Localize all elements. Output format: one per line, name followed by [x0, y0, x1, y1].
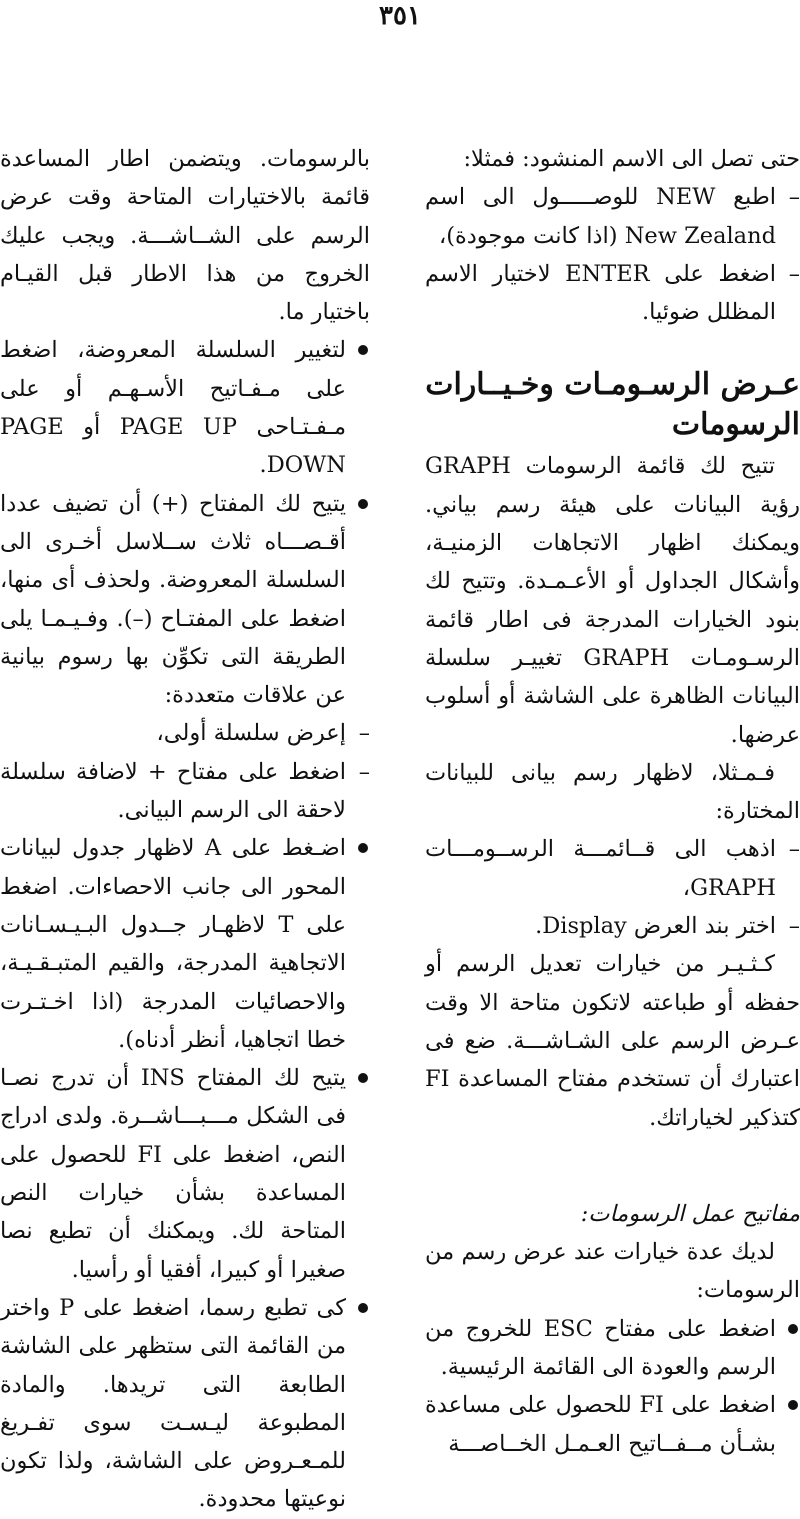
- section-heading: عـرض الرسـومـات وخـيــارات الرسومات: [425, 367, 800, 443]
- bullet-icon: [788, 1324, 798, 1334]
- bullet-icon: [358, 345, 368, 355]
- paragraph: بالرسومات. ويتضمن اطار المساعدة قائمة بالاختيارات المتاحة وقت عرض الرسم على الشــاشـــة. ويجب عليك الخروج من هذا الاطار قبل القيـام باختيار ما.: [0, 146, 370, 326]
- bullet-icon: [358, 499, 368, 509]
- bullet-icon: [358, 1073, 368, 1083]
- list-item-text: اضغط على FI للحصول على مساعدة بشـأن مــفــاتيح العـمـل الخــاصـــة: [425, 1392, 776, 1457]
- list-item-text: لتغيير السلسلة المعروضة، اضغط على مـفـاتيح الأسـهـم أو على مـفـتـاحى PAGE UP أو PAGE DOWN.: [0, 337, 346, 479]
- list-item: [0, 1059, 370, 1289]
- list-item: – اضغط على مفتاح + لاضافة سلسلة لاحقة الى الرسم البيانى.: [0, 753, 370, 830]
- list-item: [425, 1310, 800, 1387]
- list-item: [0, 485, 370, 715]
- list-item: [0, 1289, 370, 1519]
- list-item-text: يتيح لك المفتاح INS أن تدرج نصـا فى الشكل مـــبـــاشــرة. ولدى ادراج النص، اضغط على FI للحصول على المساعدة بشأن خيارات النص المتاحة لك. ويمكنك أن تطبع نصا صغيرا أو كبيرا، أفقيا أو رأسيا.: [0, 1065, 346, 1283]
- list-item: – اذهب الى قــائمـــة الرســومـــات GRAPH،: [425, 830, 800, 907]
- list-item: [425, 1386, 800, 1463]
- display-steps-list: [425, 830, 800, 945]
- page-number: ٣٥١: [379, 1, 421, 31]
- bullet-icon: [358, 843, 368, 853]
- list-item: [0, 829, 370, 1059]
- bullet-icon: [788, 1400, 798, 1410]
- left-column: [0, 140, 370, 1519]
- list-item-text: يتيح لك المفتاح (+) أن تضيف عددا أقـصـــاه ثلاث ســلاسل أخـرى الى السلسلة المعروضة. ولحذف أى منها، اضغط على المفتـاح (–). وفـيـمـا يلى الطريقة التى تكوِّن بها رسوم بيانية عن علاقات متعددة:: [0, 490, 346, 709]
- right-column: [425, 140, 800, 1463]
- bullet-icon: [358, 1303, 368, 1313]
- paragraph: تتيح لك قائمة الرسومات GRAPH رؤية البيانات على هيئة رسم بياني. ويمكنك اظهار الاتجاهات الزمنيـة، وأشكال الجداول أو الأعـمـدة. وتتيح لك بنود الخيارات المدرجة فى اطار قائمة الرسـومـات GRAPH تغييـر سلسلة البيانات الظاهرة على الشاشة أو أسلوب عرضها.: [425, 453, 800, 748]
- intro-text: حتى تصل الى الاسم المنشود: فمثلا:: [463, 146, 800, 172]
- bullet-list: [0, 829, 370, 1518]
- list-item-text: كى تطبع رسما، اضغط على P واختر من القائمة التى ستظهر على الشاشة الطابعة التى تريدها. والمادة المطبوعة ليـسـت سوى تفـريغ للمـعـروض على الشاشة، ولذا تكون نوعيتها محدودة.: [0, 1294, 346, 1513]
- list-item: – إعرض سلسلة أولى،: [0, 714, 370, 752]
- list-item-text: اضغط على مفتاح ESC للخروج من الرسم والعودة الى القائمة الرئيسية.: [425, 1315, 776, 1381]
- list-item: – اختر بند العرض Display.: [425, 907, 800, 945]
- bullet-list: [0, 331, 370, 714]
- graph-keys-list: [425, 1310, 800, 1463]
- list-item: [0, 331, 370, 484]
- intro-steps-list: [425, 178, 800, 331]
- list-item: – اضغط على ENTER لاختيار الاسم المظلل ضوئيا.: [425, 255, 800, 332]
- paragraph: كـثـيـر من خيارات تعديل الرسم أو حفظه أو طباعته لاتكون متاحة الا وقت عـرض الرسم على الشـاشـــة. ضع فى اعتبارك أن تستخدم مفتاح المساعدة FI كتذكير لخياراتك.: [425, 951, 800, 1131]
- list-item: – اطبع NEW للوصـــــول الى اسم New Zealand (اذا كانت موجودة)،: [425, 178, 800, 255]
- subheading: مفاتيح عمل الرسومات:: [580, 1200, 800, 1227]
- paragraph: لديك عدة خيارات عند عرض رسم من الرسومات:: [425, 1239, 800, 1304]
- paragraph: فـمـثلا، لاظهار رسم بيانى للبيانات المختارة:: [425, 759, 800, 825]
- series-steps-list: [0, 714, 370, 829]
- list-item-text: اضـغط على A لاظهار جدول لبيانات المحور الى جانب الاحصاءات. اضغط على T لاظهـار جــدول البـيـسـانات الاتجاهية المدرجة، والقيم المتبـقـيـة، والاحصائيات المدرجة (اذا اخـتـرت خطا اتجاهيا، أنظر أدناه).: [0, 835, 347, 1053]
